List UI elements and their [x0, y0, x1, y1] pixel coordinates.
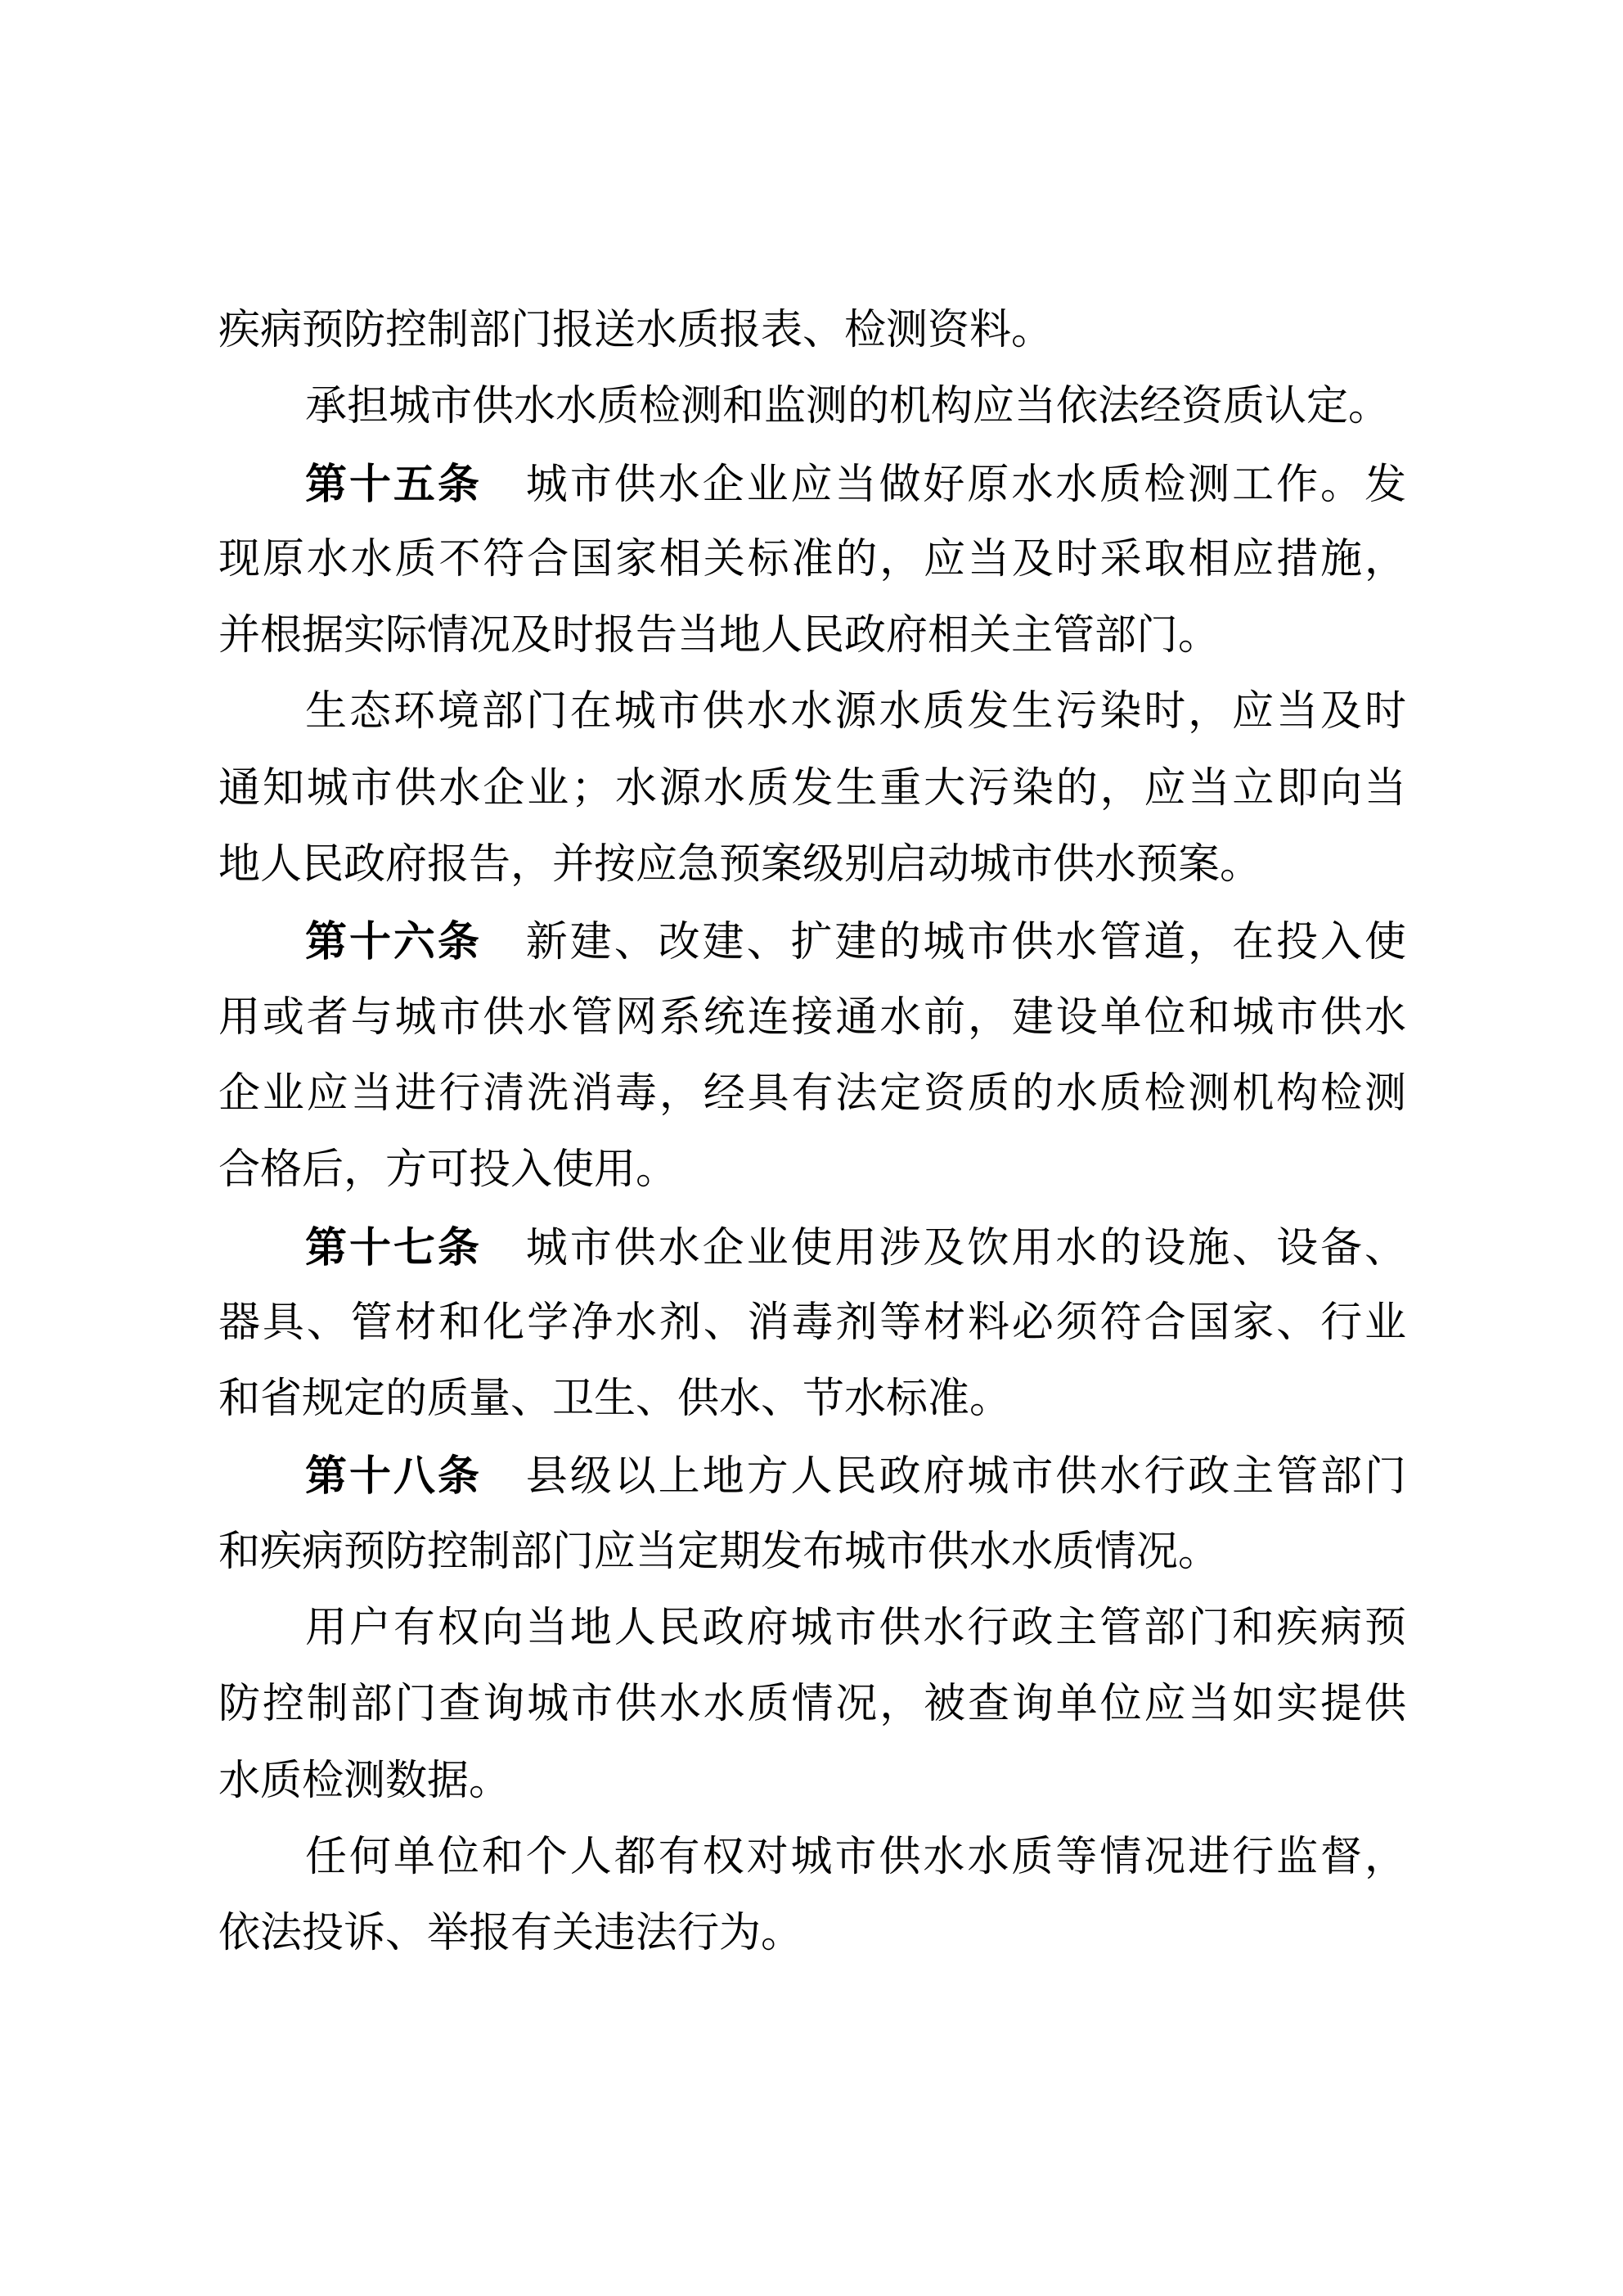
text-line: 疾病预防控制部门报送水质报表、检测资料。: [218, 308, 1054, 353]
text-line: [218, 446, 1406, 522]
text-line: 防控制部门查询城市供水水质情况，被查询单位应当如实提供: [218, 1681, 1406, 1728]
text-line: 器具、管材和化学净水剂、消毒剂等材料必须符合国家、行业: [218, 1299, 1406, 1346]
line-text: 新建、改建、扩建的城市供水管道，在投入使: [481, 920, 1406, 966]
text-line: 合格后，方可投入使用。: [218, 1147, 678, 1194]
document-text-block: [218, 293, 1406, 1973]
text-line: [218, 1209, 1406, 1285]
text-line: 企业应当进行清洗消毒，经具有法定资质的水质检测机构检测: [218, 1070, 1406, 1117]
article-number: 第十八条: [305, 1452, 482, 1500]
text-line: 并根据实际情况及时报告当地人民政府相关主管部门。: [218, 613, 1221, 660]
text-line: 通知城市供水企业；水源水质发生重大污染的，应当立即向当: [218, 765, 1406, 812]
line-text: 城市供水企业使用涉及饮用水的设施、设备、: [481, 1225, 1406, 1272]
text-line: 任何单位和个人都有权对城市供水水质等情况进行监督，: [305, 1834, 1406, 1880]
article-number: 第十七条: [305, 1223, 482, 1271]
article-number: 第十六条: [305, 918, 482, 966]
line-text: 城市供水企业应当做好原水水质检测工作。发: [481, 461, 1406, 508]
text-line: [218, 1438, 1406, 1514]
text-line: 依法投诉、举报有关违法行为。: [218, 1911, 803, 1957]
text-line: 用或者与城市供水管网系统连接通水前，建设单位和城市供水: [218, 994, 1406, 1041]
text-line: 水质检测数据。: [218, 1758, 511, 1804]
text-line: 和省规定的质量、卫生、供水、节水标准。: [218, 1376, 1012, 1423]
text-line: 现原水水质不符合国家相关标准的，应当及时采取相应措施，: [218, 536, 1406, 583]
text-line: 地人民政府报告，并按应急预案级别启动城市供水预案。: [218, 842, 1262, 889]
article-number: 第十五条: [305, 460, 482, 507]
line-text: 县级以上地方人民政府城市供水行政主管部门: [481, 1454, 1406, 1501]
text-line: [218, 903, 1406, 979]
text-line: 承担城市供水水质检测和监测的机构应当依法经资质认定。: [305, 384, 1391, 430]
text-line: 生态环境部门在城市供水水源水质发生污染时，应当及时: [305, 689, 1406, 736]
text-line: 和疾病预防控制部门应当定期发布城市供水水质情况。: [218, 1528, 1221, 1575]
text-line: 用户有权向当地人民政府城市供水行政主管部门和疾病预: [305, 1605, 1406, 1652]
